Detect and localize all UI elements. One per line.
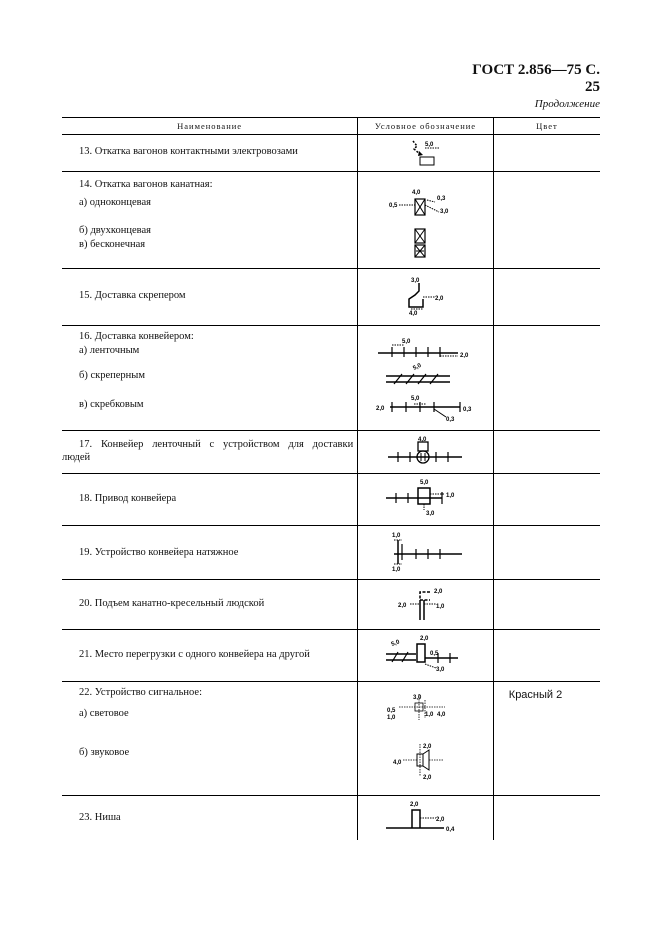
color-value: Красный 2 <box>508 689 563 701</box>
dim-label: 0,3 <box>463 407 472 413</box>
dim-label: 4,0 <box>409 311 418 317</box>
dim-label: 2,0 <box>435 296 444 302</box>
row-14-c: в) бесконечная <box>79 239 146 250</box>
row-20-name: 20. Подъем канатно-кресельный людской <box>79 598 265 609</box>
symbols-table <box>62 117 600 840</box>
row-21-name: 21. Место перегрузки с одного конвейера на другой <box>79 649 310 660</box>
dim-label: 1,0 <box>392 567 401 573</box>
row-19-name: 19. Устройство конвейера натяжное <box>79 547 239 558</box>
row-14-b: б) двухконцевая <box>79 225 151 236</box>
dim-label: 2,0 <box>460 353 469 359</box>
row-14-title: 14. Откатка вагонов канатная: <box>79 179 213 190</box>
dim-label: 2,0 <box>423 744 432 750</box>
dim-label: 4,0 <box>393 760 402 766</box>
signal-device-symbol <box>385 682 465 794</box>
column-header-symbol: Условное обозначение <box>358 118 494 135</box>
table-row <box>62 796 600 840</box>
column-header-name: Наименование <box>62 118 358 135</box>
niche-symbol <box>380 796 470 838</box>
rope-haulage-symbol <box>385 172 465 267</box>
continuation-label: Продолжение <box>534 98 600 110</box>
dim-label: 2,0 <box>410 802 419 808</box>
column-header-color: Цвет <box>493 118 600 135</box>
dim-label: 3,0 <box>440 209 449 215</box>
table-row <box>62 135 600 172</box>
table-row <box>62 269 600 326</box>
dim-label: 1,0 <box>425 712 434 718</box>
row-23-name: 23. Ниша <box>79 812 121 823</box>
dim-label: 5,0 <box>420 480 429 486</box>
dim-label: 2,0 <box>436 817 445 823</box>
dim-label: 0,5 <box>389 203 398 209</box>
dim-label: 1,0 <box>387 715 396 721</box>
dim-label: 5,0 <box>391 639 402 648</box>
dim-label: 1,0 <box>436 604 445 610</box>
table-row <box>62 172 600 269</box>
table-row <box>62 326 600 431</box>
contact-locomotive-symbol <box>395 135 455 169</box>
conveyor-delivery-symbol <box>370 326 480 429</box>
dim-label: 3,0 <box>436 667 445 673</box>
row-17-line2: людей <box>62 452 91 463</box>
transfer-point-symbol <box>380 630 470 680</box>
row-16-title: 16. Доставка конвейером: <box>79 331 194 342</box>
dim-label: 5,0 <box>412 362 423 372</box>
dim-label: 0,5 <box>387 708 396 714</box>
conveyor-tensioner-symbol <box>380 526 470 578</box>
conveyor-drive-symbol <box>380 474 470 524</box>
row-18-name: 18. Привод конвейера <box>79 493 177 504</box>
dim-label: 1,0 <box>392 533 401 539</box>
row-22-a: а) световое <box>79 708 129 719</box>
row-15-name: 15. Доставка скрепером <box>79 290 186 301</box>
dim-label: 0,4 <box>446 827 455 833</box>
table-row <box>62 474 600 526</box>
row-22-b: б) звуковое <box>79 747 130 758</box>
row-16-b: б) скреперным <box>79 370 145 381</box>
row-13-name: 13. Откатка вагонов контактными электровозами <box>79 146 298 157</box>
table-header-row <box>62 118 600 135</box>
row-16-a: а) ленточным <box>79 345 140 356</box>
dim-label: 1,0 <box>446 493 455 499</box>
dim-label: 0,3 <box>446 417 455 423</box>
dim-label: 2,0 <box>423 775 432 781</box>
dim-label: 4,0 <box>418 437 427 443</box>
people-conveyor-symbol <box>380 431 470 472</box>
dim-label: 3,0 <box>426 511 435 517</box>
table-row <box>62 682 600 796</box>
page-header: ГОСТ 2.856—75 С. 25 <box>472 62 600 95</box>
row-14-a: а) одноконцевая <box>79 197 151 208</box>
dim-label: 2,0 <box>420 636 429 642</box>
dim-label: 5,0 <box>411 396 420 402</box>
table-row <box>62 431 600 474</box>
dim-label: 4,0 <box>437 712 446 718</box>
dim-label: 2,0 <box>398 603 407 609</box>
chairlift-symbol <box>390 580 460 628</box>
dim-label: 3,0 <box>413 695 422 701</box>
row-16-c: в) скребковым <box>79 399 144 410</box>
dim-label: 0,3 <box>437 196 446 202</box>
dim-label: 3,0 <box>411 278 420 284</box>
table-row <box>62 526 600 580</box>
dim-label: 5,0 <box>425 142 434 148</box>
dim-label: 0,5 <box>430 651 439 657</box>
row-22-title: 22. Устройство сигнальное: <box>79 687 202 698</box>
table-row <box>62 580 600 630</box>
dim-label: 2,0 <box>376 406 385 412</box>
dim-label: 5,0 <box>402 339 411 345</box>
table-row <box>62 630 600 682</box>
row-17-line1: 17. Конвейер ленточный с устройством для доставки <box>79 439 354 450</box>
scraper-delivery-symbol <box>395 269 455 324</box>
dim-label: 4,0 <box>412 190 421 196</box>
dim-label: 2,0 <box>434 589 443 595</box>
